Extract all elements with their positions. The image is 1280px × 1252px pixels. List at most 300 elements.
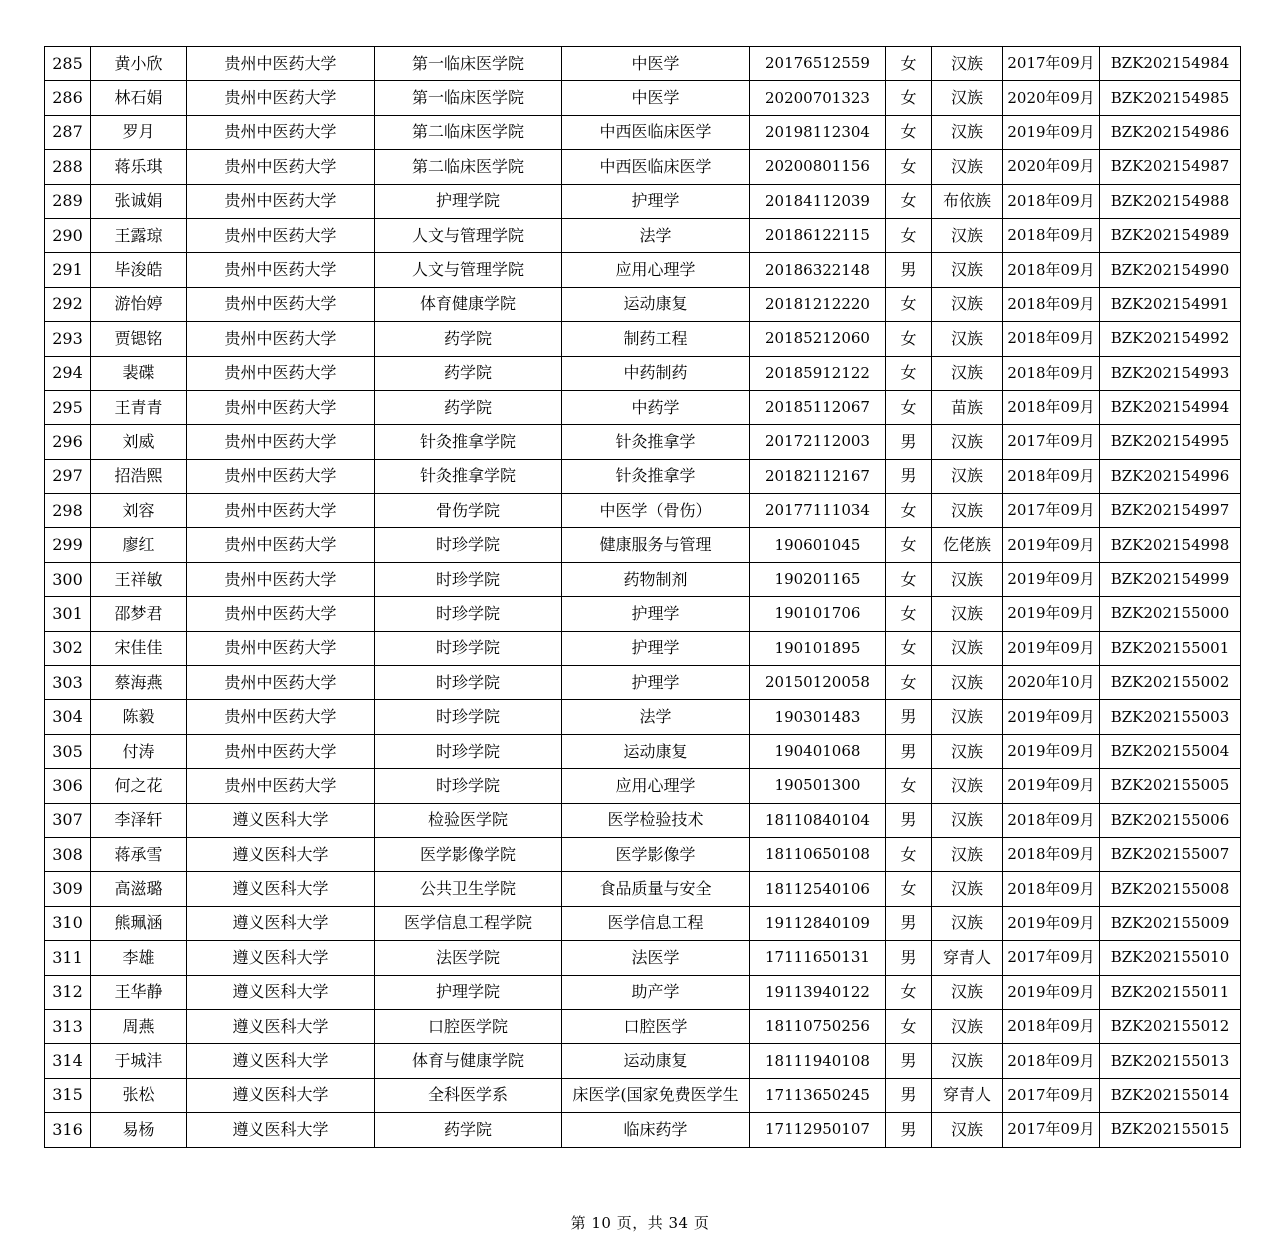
cell-student-id: 19113940122 xyxy=(750,975,886,1009)
cell-college: 时珍学院 xyxy=(375,631,562,665)
cell-enroll-date: 2019年09月 xyxy=(1003,562,1100,596)
cell-enroll-date: 2018年09月 xyxy=(1003,1044,1100,1078)
cell-enroll-date: 2020年09月 xyxy=(1003,81,1100,115)
cell-cert-number: BZK202155001 xyxy=(1100,631,1241,665)
cell-enroll-date: 2018年09月 xyxy=(1003,218,1100,252)
cell-university: 遵义医科大学 xyxy=(187,1113,375,1147)
cell-index: 292 xyxy=(45,287,91,321)
cell-name: 蔡海燕 xyxy=(91,666,187,700)
cell-university: 贵州中医药大学 xyxy=(187,47,375,81)
cell-major: 法医学 xyxy=(562,941,750,975)
cell-student-id: 18110840104 xyxy=(750,803,886,837)
cell-name: 毕浚皓 xyxy=(91,253,187,287)
cell-name: 招浩熙 xyxy=(91,459,187,493)
cell-college: 全科医学系 xyxy=(375,1078,562,1112)
cell-enroll-date: 2018年09月 xyxy=(1003,803,1100,837)
cell-major: 健康服务与管理 xyxy=(562,528,750,562)
cell-gender: 女 xyxy=(886,872,932,906)
cell-university: 遵义医科大学 xyxy=(187,1009,375,1043)
table-row xyxy=(45,322,1241,356)
cell-college: 第二临床医学院 xyxy=(375,150,562,184)
cell-major: 中西医临床医学 xyxy=(562,150,750,184)
cell-index: 308 xyxy=(45,837,91,871)
cell-ethnicity: 汉族 xyxy=(932,425,1003,459)
cell-college: 药学院 xyxy=(375,390,562,424)
cell-college: 第一临床医学院 xyxy=(375,47,562,81)
cell-enroll-date: 2017年09月 xyxy=(1003,494,1100,528)
cell-ethnicity: 汉族 xyxy=(932,218,1003,252)
cell-cert-number: BZK202154991 xyxy=(1100,287,1241,321)
cell-enroll-date: 2017年09月 xyxy=(1003,47,1100,81)
cell-student-id: 20184112039 xyxy=(750,184,886,218)
cell-cert-number: BZK202154985 xyxy=(1100,81,1241,115)
cell-university: 贵州中医药大学 xyxy=(187,115,375,149)
cell-gender: 女 xyxy=(886,150,932,184)
cell-student-id: 20182112167 xyxy=(750,459,886,493)
cell-university: 贵州中医药大学 xyxy=(187,322,375,356)
cell-university: 贵州中医药大学 xyxy=(187,81,375,115)
cell-name: 王华静 xyxy=(91,975,187,1009)
cell-college: 检验医学院 xyxy=(375,803,562,837)
cell-index: 307 xyxy=(45,803,91,837)
cell-ethnicity: 汉族 xyxy=(932,872,1003,906)
cell-cert-number: BZK202155006 xyxy=(1100,803,1241,837)
table-row xyxy=(45,1113,1241,1147)
cell-college: 第一临床医学院 xyxy=(375,81,562,115)
cell-cert-number: BZK202155000 xyxy=(1100,597,1241,631)
cell-university: 贵州中医药大学 xyxy=(187,597,375,631)
cell-name: 易杨 xyxy=(91,1113,187,1147)
table-row xyxy=(45,906,1241,940)
cell-cert-number: BZK202154988 xyxy=(1100,184,1241,218)
table-row xyxy=(45,356,1241,390)
cell-college: 时珍学院 xyxy=(375,666,562,700)
cell-cert-number: BZK202155009 xyxy=(1100,906,1241,940)
cell-gender: 男 xyxy=(886,253,932,287)
cell-university: 贵州中医药大学 xyxy=(187,562,375,596)
cell-student-id: 18111940108 xyxy=(750,1044,886,1078)
cell-university: 贵州中医药大学 xyxy=(187,494,375,528)
cell-gender: 女 xyxy=(886,975,932,1009)
cell-ethnicity: 汉族 xyxy=(932,1044,1003,1078)
cell-gender: 女 xyxy=(886,218,932,252)
cell-major: 法学 xyxy=(562,218,750,252)
cell-university: 遵义医科大学 xyxy=(187,906,375,940)
cell-cert-number: BZK202154998 xyxy=(1100,528,1241,562)
cell-enroll-date: 2018年09月 xyxy=(1003,322,1100,356)
cell-enroll-date: 2019年09月 xyxy=(1003,597,1100,631)
cell-ethnicity: 汉族 xyxy=(932,287,1003,321)
cell-name: 陈毅 xyxy=(91,700,187,734)
cell-student-id: 19112840109 xyxy=(750,906,886,940)
cell-university: 贵州中医药大学 xyxy=(187,459,375,493)
cell-index: 311 xyxy=(45,941,91,975)
cell-index: 306 xyxy=(45,769,91,803)
cell-index: 298 xyxy=(45,494,91,528)
cell-college: 时珍学院 xyxy=(375,734,562,768)
cell-gender: 女 xyxy=(886,837,932,871)
cell-college: 人文与管理学院 xyxy=(375,218,562,252)
cell-university: 遵义医科大学 xyxy=(187,1044,375,1078)
cell-college: 药学院 xyxy=(375,322,562,356)
cell-cert-number: BZK202154992 xyxy=(1100,322,1241,356)
cell-enroll-date: 2019年09月 xyxy=(1003,700,1100,734)
cell-university: 遵义医科大学 xyxy=(187,975,375,1009)
cell-index: 286 xyxy=(45,81,91,115)
cell-university: 贵州中医药大学 xyxy=(187,666,375,700)
cell-major: 制药工程 xyxy=(562,322,750,356)
cell-college: 医学信息工程学院 xyxy=(375,906,562,940)
table-row xyxy=(45,253,1241,287)
cell-university: 遵义医科大学 xyxy=(187,837,375,871)
cell-student-id: 17111650131 xyxy=(750,941,886,975)
cell-student-id: 190501300 xyxy=(750,769,886,803)
table-row xyxy=(45,700,1241,734)
table-row xyxy=(45,459,1241,493)
cell-ethnicity: 穿青人 xyxy=(932,1078,1003,1112)
cell-student-id: 20185912122 xyxy=(750,356,886,390)
table-row xyxy=(45,218,1241,252)
cell-name: 林石娟 xyxy=(91,81,187,115)
table-row xyxy=(45,769,1241,803)
cell-student-id: 20177111034 xyxy=(750,494,886,528)
cell-major: 运动康复 xyxy=(562,1044,750,1078)
cell-major: 运动康复 xyxy=(562,734,750,768)
cell-name: 蒋乐琪 xyxy=(91,150,187,184)
cell-ethnicity: 汉族 xyxy=(932,803,1003,837)
roster-sheet xyxy=(44,46,1240,1148)
table-row xyxy=(45,803,1241,837)
cell-college: 时珍学院 xyxy=(375,528,562,562)
cell-student-id: 18110650108 xyxy=(750,837,886,871)
cell-university: 贵州中医药大学 xyxy=(187,700,375,734)
table-row xyxy=(45,528,1241,562)
cell-student-id: 20186122115 xyxy=(750,218,886,252)
cell-college: 体育健康学院 xyxy=(375,287,562,321)
cell-major: 护理学 xyxy=(562,597,750,631)
cell-cert-number: BZK202154999 xyxy=(1100,562,1241,596)
cell-gender: 女 xyxy=(886,769,932,803)
cell-major: 医学检验技术 xyxy=(562,803,750,837)
cell-major: 口腔医学 xyxy=(562,1009,750,1043)
cell-name: 张诚娟 xyxy=(91,184,187,218)
cell-student-id: 20150120058 xyxy=(750,666,886,700)
cell-major: 护理学 xyxy=(562,631,750,665)
cell-enroll-date: 2018年09月 xyxy=(1003,390,1100,424)
cell-index: 294 xyxy=(45,356,91,390)
cell-major: 食品质量与安全 xyxy=(562,872,750,906)
cell-ethnicity: 汉族 xyxy=(932,597,1003,631)
cell-gender: 女 xyxy=(886,81,932,115)
table-row xyxy=(45,872,1241,906)
cell-name: 熊珮涵 xyxy=(91,906,187,940)
cell-enroll-date: 2019年09月 xyxy=(1003,631,1100,665)
cell-gender: 女 xyxy=(886,356,932,390)
cell-university: 贵州中医药大学 xyxy=(187,218,375,252)
cell-ethnicity: 汉族 xyxy=(932,81,1003,115)
cell-gender: 女 xyxy=(886,322,932,356)
cell-gender: 男 xyxy=(886,1044,932,1078)
table-row xyxy=(45,562,1241,596)
cell-name: 蒋承雪 xyxy=(91,837,187,871)
cell-ethnicity: 汉族 xyxy=(932,356,1003,390)
cell-major: 中医学（骨伤） xyxy=(562,494,750,528)
cell-ethnicity: 汉族 xyxy=(932,253,1003,287)
cell-college: 体育与健康学院 xyxy=(375,1044,562,1078)
cell-enroll-date: 2019年09月 xyxy=(1003,975,1100,1009)
cell-college: 第二临床医学院 xyxy=(375,115,562,149)
cell-ethnicity: 布依族 xyxy=(932,184,1003,218)
cell-name: 李泽轩 xyxy=(91,803,187,837)
cell-gender: 女 xyxy=(886,115,932,149)
cell-student-id: 190201165 xyxy=(750,562,886,596)
cell-cert-number: BZK202154987 xyxy=(1100,150,1241,184)
cell-student-id: 20181212220 xyxy=(750,287,886,321)
cell-major: 临床药学 xyxy=(562,1113,750,1147)
cell-university: 贵州中医药大学 xyxy=(187,184,375,218)
cell-university: 贵州中医药大学 xyxy=(187,425,375,459)
cell-student-id: 18110750256 xyxy=(750,1009,886,1043)
cell-ethnicity: 汉族 xyxy=(932,1113,1003,1147)
cell-gender: 女 xyxy=(886,562,932,596)
cell-university: 遵义医科大学 xyxy=(187,803,375,837)
table-row xyxy=(45,1044,1241,1078)
cell-university: 贵州中医药大学 xyxy=(187,734,375,768)
cell-gender: 女 xyxy=(886,184,932,218)
cell-college: 医学影像学院 xyxy=(375,837,562,871)
cell-ethnicity: 汉族 xyxy=(932,459,1003,493)
table-row xyxy=(45,734,1241,768)
cell-name: 王青青 xyxy=(91,390,187,424)
table-row xyxy=(45,837,1241,871)
cell-name: 贾锶铭 xyxy=(91,322,187,356)
cell-cert-number: BZK202155003 xyxy=(1100,700,1241,734)
cell-student-id: 20186322148 xyxy=(750,253,886,287)
cell-college: 法医学院 xyxy=(375,941,562,975)
cell-university: 贵州中医药大学 xyxy=(187,528,375,562)
cell-major: 应用心理学 xyxy=(562,769,750,803)
table-row xyxy=(45,1009,1241,1043)
cell-index: 303 xyxy=(45,666,91,700)
cell-cert-number: BZK202155015 xyxy=(1100,1113,1241,1147)
cell-major: 中医学 xyxy=(562,47,750,81)
cell-gender: 男 xyxy=(886,1078,932,1112)
cell-college: 护理学院 xyxy=(375,975,562,1009)
cell-student-id: 190101895 xyxy=(750,631,886,665)
cell-major: 中药制药 xyxy=(562,356,750,390)
cell-student-id: 190101706 xyxy=(750,597,886,631)
cell-university: 贵州中医药大学 xyxy=(187,356,375,390)
table-row xyxy=(45,666,1241,700)
cell-cert-number: BZK202155002 xyxy=(1100,666,1241,700)
cell-student-id: 190601045 xyxy=(750,528,886,562)
cell-cert-number: BZK202154989 xyxy=(1100,218,1241,252)
cell-cert-number: BZK202154984 xyxy=(1100,47,1241,81)
cell-college: 药学院 xyxy=(375,1113,562,1147)
cell-major: 应用心理学 xyxy=(562,253,750,287)
cell-cert-number: BZK202154995 xyxy=(1100,425,1241,459)
cell-major: 针灸推拿学 xyxy=(562,459,750,493)
cell-cert-number: BZK202155014 xyxy=(1100,1078,1241,1112)
cell-cert-number: BZK202154986 xyxy=(1100,115,1241,149)
cell-enroll-date: 2019年09月 xyxy=(1003,734,1100,768)
cell-university: 贵州中医药大学 xyxy=(187,390,375,424)
cell-cert-number: BZK202155011 xyxy=(1100,975,1241,1009)
cell-index: 304 xyxy=(45,700,91,734)
cell-major: 床医学(国家免费医学生 xyxy=(562,1078,750,1112)
table-row xyxy=(45,81,1241,115)
cell-ethnicity: 汉族 xyxy=(932,322,1003,356)
cell-student-id: 20185112067 xyxy=(750,390,886,424)
cell-name: 王祥敏 xyxy=(91,562,187,596)
table-row xyxy=(45,115,1241,149)
cell-college: 时珍学院 xyxy=(375,597,562,631)
cell-ethnicity: 汉族 xyxy=(932,150,1003,184)
cell-gender: 女 xyxy=(886,287,932,321)
cell-university: 遵义医科大学 xyxy=(187,941,375,975)
table-body xyxy=(45,47,1241,1148)
cell-index: 288 xyxy=(45,150,91,184)
cell-enroll-date: 2020年09月 xyxy=(1003,150,1100,184)
cell-enroll-date: 2018年09月 xyxy=(1003,356,1100,390)
cell-university: 贵州中医药大学 xyxy=(187,150,375,184)
cell-gender: 男 xyxy=(886,941,932,975)
cell-name: 罗月 xyxy=(91,115,187,149)
table-row xyxy=(45,287,1241,321)
cell-index: 316 xyxy=(45,1113,91,1147)
cell-major: 护理学 xyxy=(562,184,750,218)
cell-university: 遵义医科大学 xyxy=(187,1078,375,1112)
cell-gender: 男 xyxy=(886,700,932,734)
cell-ethnicity: 汉族 xyxy=(932,906,1003,940)
cell-gender: 女 xyxy=(886,528,932,562)
cell-gender: 女 xyxy=(886,631,932,665)
table-row xyxy=(45,425,1241,459)
cell-student-id: 18112540106 xyxy=(750,872,886,906)
cell-cert-number: BZK202154990 xyxy=(1100,253,1241,287)
cell-name: 李雄 xyxy=(91,941,187,975)
cell-cert-number: BZK202154997 xyxy=(1100,494,1241,528)
cell-student-id: 190401068 xyxy=(750,734,886,768)
cell-name: 周燕 xyxy=(91,1009,187,1043)
cell-enroll-date: 2019年09月 xyxy=(1003,906,1100,940)
cell-index: 300 xyxy=(45,562,91,596)
table-row xyxy=(45,390,1241,424)
cell-cert-number: BZK202155012 xyxy=(1100,1009,1241,1043)
cell-cert-number: BZK202155007 xyxy=(1100,837,1241,871)
cell-ethnicity: 汉族 xyxy=(932,700,1003,734)
cell-name: 宋佳佳 xyxy=(91,631,187,665)
cell-university: 贵州中医药大学 xyxy=(187,769,375,803)
cell-enroll-date: 2018年09月 xyxy=(1003,287,1100,321)
cell-major: 助产学 xyxy=(562,975,750,1009)
cell-index: 302 xyxy=(45,631,91,665)
cell-ethnicity: 汉族 xyxy=(932,734,1003,768)
cell-major: 法学 xyxy=(562,700,750,734)
cell-cert-number: BZK202155008 xyxy=(1100,872,1241,906)
cell-ethnicity: 仡佬族 xyxy=(932,528,1003,562)
cell-gender: 女 xyxy=(886,494,932,528)
cell-name: 刘容 xyxy=(91,494,187,528)
cell-major: 针灸推拿学 xyxy=(562,425,750,459)
cell-gender: 男 xyxy=(886,1113,932,1147)
cell-major: 药物制剂 xyxy=(562,562,750,596)
cell-enroll-date: 2018年09月 xyxy=(1003,184,1100,218)
table-row xyxy=(45,631,1241,665)
cell-college: 公共卫生学院 xyxy=(375,872,562,906)
cell-gender: 男 xyxy=(886,803,932,837)
cell-cert-number: BZK202154996 xyxy=(1100,459,1241,493)
cell-major: 医学信息工程 xyxy=(562,906,750,940)
cell-major: 护理学 xyxy=(562,666,750,700)
cell-name: 裴碟 xyxy=(91,356,187,390)
student-table xyxy=(44,46,1241,1148)
cell-ethnicity: 穿青人 xyxy=(932,941,1003,975)
cell-index: 293 xyxy=(45,322,91,356)
table-row xyxy=(45,494,1241,528)
cell-name: 黄小欣 xyxy=(91,47,187,81)
cell-name: 廖红 xyxy=(91,528,187,562)
cell-index: 309 xyxy=(45,872,91,906)
cell-student-id: 20198112304 xyxy=(750,115,886,149)
cell-major: 运动康复 xyxy=(562,287,750,321)
cell-index: 297 xyxy=(45,459,91,493)
cell-gender: 男 xyxy=(886,425,932,459)
cell-name: 于城沣 xyxy=(91,1044,187,1078)
cell-index: 310 xyxy=(45,906,91,940)
cell-enroll-date: 2018年09月 xyxy=(1003,872,1100,906)
cell-cert-number: BZK202155013 xyxy=(1100,1044,1241,1078)
table-row xyxy=(45,47,1241,81)
cell-index: 305 xyxy=(45,734,91,768)
cell-ethnicity: 汉族 xyxy=(932,494,1003,528)
cell-ethnicity: 汉族 xyxy=(932,666,1003,700)
table-row xyxy=(45,184,1241,218)
cell-enroll-date: 2020年10月 xyxy=(1003,666,1100,700)
cell-cert-number: BZK202154994 xyxy=(1100,390,1241,424)
cell-index: 289 xyxy=(45,184,91,218)
cell-ethnicity: 汉族 xyxy=(932,837,1003,871)
cell-index: 296 xyxy=(45,425,91,459)
cell-university: 贵州中医药大学 xyxy=(187,253,375,287)
cell-enroll-date: 2018年09月 xyxy=(1003,837,1100,871)
page-footer: 第 10 页，共 34 页 xyxy=(570,1214,710,1232)
cell-name: 王露琼 xyxy=(91,218,187,252)
cell-college: 药学院 xyxy=(375,356,562,390)
cell-name: 高滋璐 xyxy=(91,872,187,906)
cell-college: 时珍学院 xyxy=(375,562,562,596)
cell-index: 299 xyxy=(45,528,91,562)
cell-major: 中西医临床医学 xyxy=(562,115,750,149)
cell-gender: 女 xyxy=(886,666,932,700)
cell-name: 张松 xyxy=(91,1078,187,1112)
cell-student-id: 20172112003 xyxy=(750,425,886,459)
cell-university: 贵州中医药大学 xyxy=(187,631,375,665)
cell-gender: 男 xyxy=(886,906,932,940)
cell-name: 刘威 xyxy=(91,425,187,459)
table-row xyxy=(45,941,1241,975)
cell-college: 时珍学院 xyxy=(375,769,562,803)
cell-ethnicity: 汉族 xyxy=(932,975,1003,1009)
cell-college: 针灸推拿学院 xyxy=(375,459,562,493)
cell-index: 312 xyxy=(45,975,91,1009)
cell-major: 中医学 xyxy=(562,81,750,115)
cell-name: 何之花 xyxy=(91,769,187,803)
cell-enroll-date: 2019年09月 xyxy=(1003,115,1100,149)
cell-college: 骨伤学院 xyxy=(375,494,562,528)
cell-ethnicity: 汉族 xyxy=(932,47,1003,81)
cell-ethnicity: 苗族 xyxy=(932,390,1003,424)
